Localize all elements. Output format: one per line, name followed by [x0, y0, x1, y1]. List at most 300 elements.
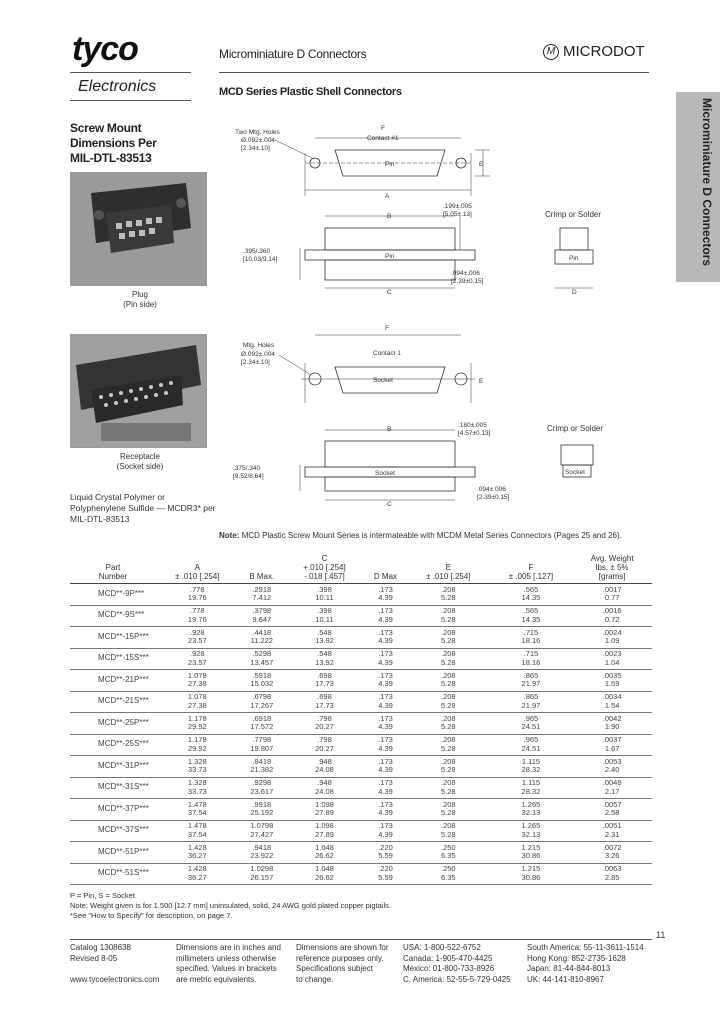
value-inch: .0035 — [602, 670, 622, 680]
cell-b — [239, 842, 285, 864]
cell-f — [490, 713, 573, 735]
crimp-label: Crimp or Solder — [547, 424, 604, 433]
cell-d — [364, 627, 407, 649]
value-inch: .798 — [317, 735, 332, 745]
table-row — [70, 842, 652, 864]
value-inch: .0017 — [602, 584, 622, 594]
cell-d — [364, 756, 407, 778]
value-metric: 25.192 — [250, 808, 274, 818]
cell-c — [285, 605, 364, 627]
value-inch: .2918 — [252, 584, 272, 594]
title-line: Dimensions Per — [70, 136, 157, 150]
value-inch: 1.328 — [187, 756, 207, 766]
value-metric: 37.54 — [187, 829, 207, 839]
cell-b — [239, 691, 285, 713]
table-row — [70, 863, 652, 885]
cell-f — [490, 777, 573, 799]
page-number: 11 — [656, 930, 666, 940]
dim-199: .199±.005 — [443, 203, 472, 210]
value-metric: 4.39 — [378, 765, 393, 775]
value-metric: 5.28 — [441, 636, 456, 646]
dim-c: C — [387, 289, 392, 296]
value-inch: .0016 — [602, 606, 622, 616]
side-tab-label: Microminiature D Connectors — [700, 98, 714, 267]
electronics-logo-text: Electronics — [78, 78, 157, 95]
table-row — [70, 648, 652, 670]
value-inch: 1.048 — [315, 842, 334, 852]
value-inch: .9298 — [252, 778, 272, 788]
footer-dims-inch: Dimensions are in inches and millimeters unless otherwise specified. Values in brackets are metric equivalents. — [176, 943, 281, 984]
table-row — [70, 670, 652, 692]
tyco-logo: tyco — [72, 30, 138, 68]
value-metric: 6.35 — [441, 872, 456, 882]
cell-f — [490, 648, 573, 670]
cell-f — [490, 691, 573, 713]
value-metric: 23.57 — [187, 636, 207, 646]
value-metric: 2.17 — [604, 786, 620, 796]
dim-094: .094±.006 — [477, 486, 506, 493]
value-metric: 29.92 — [187, 722, 207, 732]
value-inch: 1.215 — [521, 842, 541, 852]
cell-e — [407, 584, 490, 606]
value-inch: .798 — [317, 713, 332, 723]
table-row — [70, 820, 652, 842]
cell-c — [285, 799, 364, 821]
footer-dims-ref: Dimensions are shown for reference purposes only. Specifications subject to change. — [296, 943, 389, 984]
value-inch: .208 — [441, 584, 456, 594]
value-metric: 24.08 — [315, 786, 334, 796]
receptacle-caption-line: Receptacle — [119, 452, 161, 461]
value-inch: .208 — [441, 778, 456, 788]
crimp-pin-label: Pin — [569, 255, 579, 262]
table-row — [70, 777, 652, 799]
value-inch: .173 — [378, 799, 393, 809]
value-inch: .948 — [317, 778, 332, 788]
value-metric: 18.16 — [521, 636, 541, 646]
pin-side-label: Pin — [385, 253, 395, 260]
cell-d — [364, 713, 407, 735]
cell-w — [572, 820, 652, 842]
crimp-socket-label: Socket — [565, 469, 585, 476]
value-inch: .208 — [441, 735, 456, 745]
value-metric: 26.62 — [315, 851, 334, 861]
value-inch: .173 — [378, 756, 393, 766]
value-metric: 13.92 — [315, 657, 334, 667]
website-link[interactable]: www.tycoelectronics.com — [70, 974, 160, 984]
dim-180-metric: [4.57±0.13] — [458, 430, 491, 437]
value-metric: 32.13 — [521, 808, 541, 818]
value-metric: 37.54 — [187, 808, 207, 818]
table-row — [70, 691, 652, 713]
mtg-holes-label: Two Mtg. Holes — [235, 129, 280, 136]
table-row — [70, 799, 652, 821]
value-inch: .0053 — [602, 756, 622, 766]
header-rule — [219, 72, 649, 73]
part-number-cell: MCD**-15S*** — [70, 648, 156, 670]
value-inch: .208 — [441, 692, 456, 702]
value-inch: 1.215 — [521, 864, 541, 874]
microdot-mark-icon: M — [543, 44, 559, 60]
value-inch: .698 — [317, 670, 332, 680]
value-metric: 4.39 — [378, 786, 393, 796]
col-f: F ± .005 [.127] — [490, 554, 573, 584]
value-inch: .398 — [317, 584, 332, 594]
value-inch: .865 — [523, 670, 539, 680]
footnotes — [70, 891, 630, 921]
value-inch: .565 — [523, 606, 539, 616]
cell-a — [156, 799, 239, 821]
value-inch: .6798 — [252, 692, 272, 702]
value-inch: .565 — [523, 584, 539, 594]
dim-094: .094±.006 — [451, 270, 480, 277]
part-number-cell: MCD**-9P*** — [70, 584, 156, 606]
cell-e — [407, 842, 490, 864]
dim-094-metric: [2.39±0.15] — [477, 494, 510, 501]
cell-w — [572, 713, 652, 735]
dim-395: .395/.360 — [243, 248, 271, 255]
value-inch: 1.265 — [521, 799, 541, 809]
part-number-cell: MCD**-21S*** — [70, 691, 156, 713]
receptacle-caption-line: (Socket side) — [116, 462, 164, 471]
value-inch: .0034 — [602, 692, 622, 702]
value-metric: 33.73 — [187, 786, 207, 796]
value-inch: .0023 — [602, 649, 622, 659]
footer-phones-b: South America: 55-11-3611-1514 Hong Kong: 852-2735-1628 Japan: 81-44-844-8013 UK: 44-141-810-8967 — [527, 943, 644, 984]
value-metric: 5.59 — [378, 872, 393, 882]
value-metric: 2.58 — [604, 808, 620, 818]
cell-c — [285, 691, 364, 713]
dim-180: .180±.005 — [458, 422, 487, 429]
value-inch: 1.428 — [187, 864, 207, 874]
title-line: MIL-DTL-83513 — [70, 151, 152, 165]
cell-d — [364, 777, 407, 799]
value-inch: .173 — [378, 821, 393, 831]
receptacle-photo-image — [71, 335, 206, 447]
cell-w — [572, 670, 652, 692]
cell-a — [156, 842, 239, 864]
cell-d — [364, 799, 407, 821]
value-inch: .4418 — [252, 627, 272, 637]
value-inch: 1.098 — [315, 799, 334, 809]
value-metric: 32.13 — [521, 829, 541, 839]
value-metric: 21.97 — [521, 679, 541, 689]
cell-c — [285, 842, 364, 864]
value-inch: .250 — [441, 842, 456, 852]
value-inch: .208 — [441, 821, 456, 831]
value-metric: 4.39 — [378, 657, 393, 667]
cell-e — [407, 799, 490, 821]
cell-c — [285, 863, 364, 885]
value-inch: .548 — [317, 649, 332, 659]
value-metric: 0.77 — [604, 593, 620, 603]
value-inch: .6918 — [252, 713, 272, 723]
cell-f — [490, 605, 573, 627]
value-metric: 18.16 — [521, 657, 541, 667]
value-inch: .208 — [441, 606, 456, 616]
value-metric: 5.59 — [378, 851, 393, 861]
value-metric: 5.28 — [441, 829, 456, 839]
value-metric: 4.39 — [378, 614, 393, 624]
mtg-holes-dia: Ø.092±.004 — [241, 351, 275, 358]
value-metric: 10.11 — [315, 614, 334, 624]
value-metric: 24.51 — [521, 722, 541, 732]
dim-b: B — [387, 213, 392, 220]
value-metric: 5.28 — [441, 679, 456, 689]
cell-e — [407, 756, 490, 778]
footnote: *See "How to Specify" for description, on page 7. — [70, 911, 233, 920]
cell-w — [572, 627, 652, 649]
value-inch: 1.178 — [187, 735, 207, 745]
value-metric: 36.27 — [187, 872, 207, 882]
value-metric: 30.86 — [521, 872, 541, 882]
value-inch: 1.078 — [187, 692, 207, 702]
logo-rule-bottom — [70, 100, 191, 101]
value-metric: 1.09 — [604, 636, 620, 646]
cell-w — [572, 584, 652, 606]
value-metric: 9.647 — [252, 614, 272, 624]
cell-a — [156, 584, 239, 606]
value-inch: 1.0298 — [250, 864, 274, 874]
value-inch: .698 — [317, 692, 332, 702]
dim-e: E — [479, 378, 484, 385]
cell-f — [490, 734, 573, 756]
value-metric: 5.28 — [441, 700, 456, 710]
col-c: C +.010 [.254] -.018 [.457] — [285, 554, 364, 584]
cell-b — [239, 670, 285, 692]
cell-b — [239, 713, 285, 735]
value-inch: .208 — [441, 713, 456, 723]
value-metric: 36.27 — [187, 851, 207, 861]
dim-c: C — [387, 501, 392, 508]
dimension-table — [70, 554, 652, 885]
footer-phones-a: USA: 1-800-522-6752 Canada: 1-905-470-4425 Mexico: 01-800-733-8926 C. America: 52-55-5-729-0425 — [403, 943, 511, 984]
value-metric: 14.35 — [521, 593, 541, 603]
value-inch: .548 — [317, 627, 332, 637]
value-metric: 5.28 — [441, 786, 456, 796]
part-number-cell: MCD**-31S*** — [70, 777, 156, 799]
value-metric: 17.572 — [250, 722, 274, 732]
cell-a — [156, 777, 239, 799]
cell-e — [407, 691, 490, 713]
value-inch: 1.328 — [187, 778, 207, 788]
value-inch: .0037 — [602, 735, 622, 745]
value-inch: .9918 — [252, 799, 272, 809]
value-inch: .250 — [441, 864, 456, 874]
logo-rule — [70, 72, 191, 73]
mtg-holes-metric: [2.34±.10] — [241, 145, 270, 152]
value-inch: .0057 — [602, 799, 622, 809]
cell-a — [156, 627, 239, 649]
value-metric: 24.51 — [521, 743, 541, 753]
value-inch: .948 — [317, 756, 332, 766]
cell-c — [285, 670, 364, 692]
part-number-cell: MCD**-51P*** — [70, 842, 156, 864]
value-metric: 26.62 — [315, 872, 334, 882]
title-line: Screw Mount — [70, 121, 142, 135]
dim-e: E — [479, 161, 484, 168]
value-inch: .778 — [190, 606, 205, 616]
value-metric: 17.267 — [250, 700, 274, 710]
value-metric: 10.11 — [315, 593, 334, 603]
value-inch: .928 — [190, 649, 205, 659]
value-metric: 5.28 — [441, 765, 456, 775]
footnote: Note: Weight given is for 1.500 [12.7 mm] uninsulated, solid, 24 AWG gold plated copper pigtails. — [70, 901, 392, 910]
cell-b — [239, 799, 285, 821]
plug-photo-image — [71, 173, 206, 285]
value-inch: .208 — [441, 649, 456, 659]
mtg-holes-label: Mtg. Holes — [243, 342, 275, 349]
cell-c — [285, 627, 364, 649]
cell-f — [490, 799, 573, 821]
cell-e — [407, 713, 490, 735]
cell-w — [572, 777, 652, 799]
value-inch: .173 — [378, 627, 393, 637]
value-inch: .3798 — [252, 606, 272, 616]
value-inch: .0051 — [602, 821, 622, 831]
col-d: D Max — [364, 554, 407, 584]
dim-375-metric: [9.52/8.64] — [233, 473, 264, 480]
section-title: Microminiature D Connectors — [219, 47, 367, 61]
cell-f — [490, 820, 573, 842]
value-inch: .0048 — [602, 778, 622, 788]
part-number-cell: MCD**-9S*** — [70, 605, 156, 627]
value-metric: 23.617 — [250, 786, 274, 796]
cell-c — [285, 584, 364, 606]
value-inch: .5918 — [252, 670, 272, 680]
value-metric: 27.89 — [315, 808, 334, 818]
value-metric: 0.72 — [604, 614, 620, 624]
mtg-holes-dia: Ø.092±.004 — [241, 137, 275, 144]
cell-d — [364, 584, 407, 606]
socket-label: Socket — [373, 377, 393, 384]
cell-e — [407, 863, 490, 885]
plug-dimension-diagram — [215, 118, 615, 298]
microdot-text: MICRODOT — [563, 43, 645, 60]
cell-w — [572, 691, 652, 713]
value-inch: .220 — [378, 842, 393, 852]
plug-caption — [100, 290, 180, 310]
value-metric: 3.26 — [604, 851, 620, 861]
value-inch: .173 — [378, 649, 393, 659]
value-metric: 2.31 — [604, 829, 620, 839]
value-metric: 1.67 — [604, 743, 620, 753]
value-inch: 1.178 — [187, 713, 207, 723]
value-inch: .208 — [441, 799, 456, 809]
value-inch: .865 — [523, 692, 539, 702]
cell-c — [285, 777, 364, 799]
crimp-label: Crimp or Solder — [545, 210, 602, 219]
value-inch: .0042 — [602, 713, 622, 723]
cell-f — [490, 756, 573, 778]
cell-e — [407, 820, 490, 842]
side-tab-number: 1 — [686, 324, 703, 357]
cell-d — [364, 842, 407, 864]
value-metric: 4.39 — [378, 636, 393, 646]
cell-w — [572, 842, 652, 864]
value-inch: .0072 — [602, 842, 622, 852]
cell-f — [490, 863, 573, 885]
col-a: A ± .010 [.254] — [156, 554, 239, 584]
value-metric: 15.032 — [250, 679, 274, 689]
value-metric: 1.54 — [604, 700, 620, 710]
cell-d — [364, 863, 407, 885]
plug-caption-line: (Pin side) — [123, 300, 157, 309]
mtg-holes-metric: [2.34±.10] — [241, 359, 270, 366]
cell-w — [572, 648, 652, 670]
cell-e — [407, 734, 490, 756]
cell-e — [407, 648, 490, 670]
cell-b — [239, 863, 285, 885]
cell-w — [572, 734, 652, 756]
value-inch: .0024 — [602, 627, 622, 637]
series-title: MCD Series Plastic Shell Connectors — [219, 86, 402, 98]
cell-f — [490, 842, 573, 864]
value-metric: 5.28 — [441, 722, 456, 732]
value-metric: 5.28 — [441, 743, 456, 753]
cell-a — [156, 713, 239, 735]
value-inch: 1.478 — [187, 821, 207, 831]
value-metric: 19.76 — [187, 593, 207, 603]
value-metric: 11.222 — [250, 636, 273, 646]
cell-c — [285, 734, 364, 756]
value-metric: 4.39 — [378, 829, 393, 839]
cell-f — [490, 670, 573, 692]
contact-1-label: Contact 1 — [373, 350, 401, 357]
value-inch: .173 — [378, 713, 393, 723]
value-inch: .928 — [190, 627, 205, 637]
value-inch: .208 — [441, 756, 456, 766]
value-metric: 5.28 — [441, 593, 456, 603]
cell-f — [490, 584, 573, 606]
cell-b — [239, 627, 285, 649]
table-row — [70, 756, 652, 778]
value-metric: 29.92 — [187, 743, 207, 753]
receptacle-dimension-diagram — [215, 305, 615, 510]
value-metric: 28.32 — [521, 765, 541, 775]
cell-c — [285, 713, 364, 735]
table-row — [70, 605, 652, 627]
value-inch: 1.428 — [187, 842, 207, 852]
part-number-cell: MCD**-25S*** — [70, 734, 156, 756]
value-inch: .398 — [317, 606, 332, 616]
cell-b — [239, 734, 285, 756]
plug-caption-line: Plug — [131, 290, 148, 299]
value-metric: 20.27 — [315, 722, 334, 732]
table-row — [70, 584, 652, 606]
dim-a: A — [385, 193, 390, 200]
dim-d: D — [572, 289, 577, 296]
value-metric: 27.427 — [250, 829, 274, 839]
value-metric: 21.97 — [521, 700, 541, 710]
value-metric: 13.457 — [250, 657, 274, 667]
cell-a — [156, 863, 239, 885]
value-metric: 7.412 — [252, 593, 272, 603]
cell-a — [156, 605, 239, 627]
cell-b — [239, 756, 285, 778]
value-inch: .173 — [378, 692, 393, 702]
dim-199-metric: [5.05±.13] — [443, 211, 472, 218]
value-metric: 4.39 — [378, 743, 393, 753]
cell-b — [239, 820, 285, 842]
value-inch: 1.115 — [521, 778, 541, 788]
value-inch: .208 — [441, 627, 456, 637]
cell-b — [239, 777, 285, 799]
value-metric: 4.39 — [378, 593, 393, 603]
value-inch: 1.078 — [187, 670, 207, 680]
value-metric: 33.73 — [187, 765, 207, 775]
part-number-cell: MCD**-31P*** — [70, 756, 156, 778]
table-row — [70, 713, 652, 735]
